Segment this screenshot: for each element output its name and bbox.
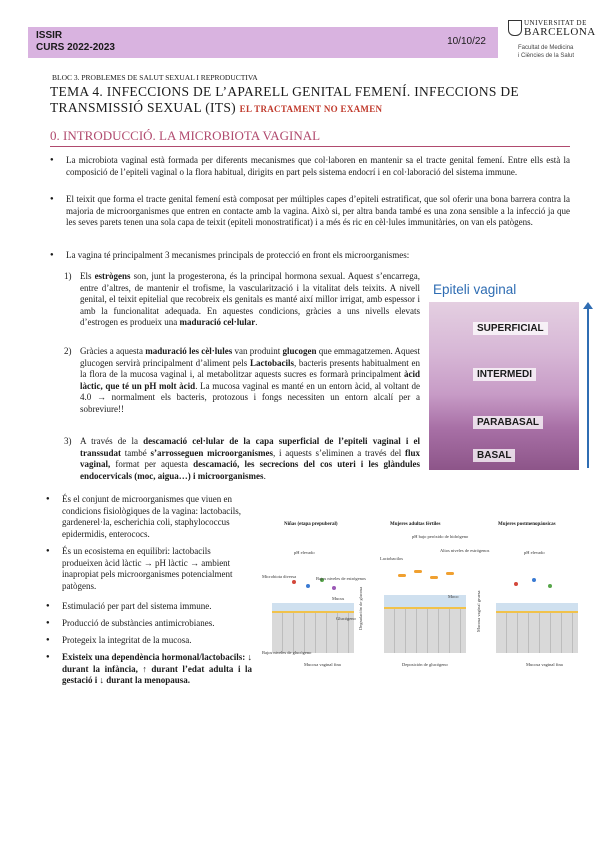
epithelial-cells	[496, 611, 578, 653]
logo-line1: UNIVERSITAT DE	[524, 19, 587, 27]
bacteria-icon	[548, 584, 552, 588]
m3-text-5: .	[263, 470, 266, 481]
mechanism-1-num: 1)	[64, 271, 72, 281]
panel-title-postmenopause: Mujeres postmenopáusicas	[498, 522, 556, 527]
bacteria-icon	[514, 582, 518, 586]
lower-bullet-2: ● És un ecosistema en equilibri: lactobacils produeixen àcid làctic → pH làctic → ambient inapropiat pels microorganismes potencialment patògens.	[62, 546, 252, 592]
m3-text-2: també	[121, 447, 151, 458]
m1-text-2: son, junt la progesterona, és la principal hormona sexual. Aquest s’encarrega, entre d’altres, de mantenir el trofisme, la vascularització i la vitalitat dels teixits. A nivell genital, el teixit epitelial que recobreix els genitals es manté així millor irrigat, amb espessor i amb la funcionalitat adequada. En aquestes condicions, gràcies a uns nivells elevats d’estrogen es produeix una	[80, 271, 420, 328]
m1-bold-2: maduració cel·lular	[179, 317, 256, 328]
section-title: 0. INTRODUCCIÓ. LA MICROBIOTA VAGINAL	[50, 128, 570, 147]
page-title	[50, 84, 568, 117]
mechanism-3-num: 3)	[64, 436, 72, 446]
panel-postmenopause	[486, 546, 582, 661]
label-lactobacilos: Lactobacilos	[380, 556, 403, 561]
lactobacillus-icon	[398, 574, 406, 577]
header-date: 10/10/22	[447, 36, 486, 47]
exam-note: EL TRACTAMENT NO EXAMEN	[239, 104, 383, 114]
m3-bold-2: s’arrosseguen microorganismes	[150, 447, 273, 458]
mechanism-2-num: 2)	[64, 346, 72, 356]
label-altos-estrogenos: Altos niveles de estrógenos	[440, 548, 490, 553]
crest-icon	[508, 20, 522, 36]
faculty-name	[518, 44, 574, 60]
mechanism-1	[64, 271, 420, 329]
label-bajos-glucogeno: Bajos niveles de glucógeno	[262, 650, 312, 655]
bacteria-icon	[532, 578, 536, 582]
header-bar	[28, 27, 498, 58]
course-year: CURS 2022-2023	[36, 42, 115, 53]
logo-line2: BARCELONA	[524, 26, 596, 38]
m2-bold-4: àcid làctic, que té un pH molt àcid	[80, 369, 420, 391]
panel-fertile	[374, 546, 470, 661]
panel-girls	[262, 546, 358, 661]
label-microbiota: Microbiota diversa	[262, 574, 297, 579]
label-degradacion: Degradación de glucosa	[358, 586, 363, 630]
university-logo	[508, 18, 596, 62]
layer-superficial: SUPERFICIAL	[473, 322, 548, 335]
layer-parabasal: PARABASAL	[473, 416, 543, 429]
label-ph-bajo: pH bajo peróxido de hidrógeno	[412, 534, 469, 539]
hormone-dependence-text: Existeix una dependència hormonal/lactobacils: ↓ durant la infància, ↑ durant l’edat adulta i la gestació i ↓ durant la menopausa.	[62, 652, 253, 686]
m2-bold-1: maduració les cèl·lules	[145, 346, 233, 356]
lower-bullet-6	[62, 652, 252, 687]
faculty-line2: i Ciències de la Salut	[518, 53, 575, 59]
layer-intermedi: INTERMEDI	[473, 368, 536, 381]
label-ph-elevado-1: pH elevado	[294, 550, 315, 555]
m2-bold-2: glucogen	[282, 346, 317, 356]
intro-bullet-3: ● La vagina té principalment 3 mecanismes principals de protecció en front els microorganismes:	[66, 250, 570, 262]
bacteria-icon	[306, 584, 310, 588]
lower-bullet-4: ● Producció de substàncies antimicrobianes.	[62, 618, 252, 630]
panel-title-fertile: Mujeres adultas fértiles	[390, 522, 441, 527]
m2-bold-3: Lactobacils	[249, 357, 294, 368]
title-line2: TRANSMISSIÓ SEXUAL (ITS)	[50, 100, 236, 115]
m3-bold-3: flux vaginal,	[80, 447, 420, 470]
m3-bold-4: descamació, les secrecions del cos uteri i les glàndules endocervicals (moc, aigua…) i microorganismes	[80, 459, 421, 481]
label-mucus: Mucus	[332, 596, 345, 601]
intro-bullet-1: ● La microbiota vaginal està formada per diferents mecanismes que col·laboren en mantenir sa el tracte genital femení. Entre ells està la composició de l’epiteli vaginal o la flora habitual, dirigits en part pels sistema endocrí i en col·laboració del sistema immune.	[66, 155, 570, 178]
mucus-layer	[272, 603, 354, 611]
mechanism-3	[64, 436, 421, 482]
epithelial-cells	[384, 607, 466, 653]
m3-text-4: format per aquesta	[110, 459, 194, 470]
lactobacillus-icon	[430, 576, 438, 579]
lower-bullet-3: ● Estimulació per part del sistema immune.	[62, 601, 252, 613]
m2-text-3: que emmagatzemen. Aquest glucogen servirà principalment d’aliment pels	[80, 346, 420, 368]
m2-text-5: . La mucosa vaginal es manté en un entorn àcid, al voltant de 4.0 → normalment els bacteris, protozous i fongs necessiten un entorn alcalí per a sobreviure!!	[80, 380, 420, 414]
m3-text-1: A través de la	[80, 436, 144, 446]
label-bajos-estrogenos: Bajos niveles de estrógenos	[316, 576, 366, 581]
m3-bold-1: descamació cel·lular de la capa superficial de l’epiteli vaginal i el transsudat	[80, 436, 421, 458]
m1-text-3: .	[255, 317, 258, 328]
title-line1: TEMA 4. INFECCIONS DE L’APARELL GENITAL FEMENÍ. INFECCIONS DE	[50, 84, 519, 99]
epithelium-title: Epiteli vaginal	[433, 282, 517, 297]
microbiota-life-stages-figure	[262, 522, 590, 672]
label-ph-elevado-2: pH elevado	[524, 550, 545, 555]
maturation-arrow-icon	[587, 308, 589, 468]
m1-text-1: Els	[80, 271, 95, 281]
layer-basal: BASAL	[473, 449, 515, 462]
intro-bullet-2: ● El teixit que forma el tracte genital femení està composat per múltiples capes d’epiteli estratificat, que sol oferir una bona barrera contra la majoria de microorganismes que entren en contacte amb la vagina. Això si, per altra banda també es una zona sensible a la infecció ja que les seves parets tenen una sola capa de teixit (epiteli monostratificat) i a més és ric en cèl·lules immunitàries, on van els patògens.	[66, 194, 570, 229]
mechanism-2	[64, 346, 420, 416]
m2-text-4: , bacteris presents habitualment en la flora de la mucosa vaginal i, al metabolitzar aquests sucres es formarà principalment	[80, 357, 420, 380]
panel-title-girls: Niñas (etapa prepuberal)	[284, 522, 338, 527]
label-deposicion: Deposición de glucógeno	[402, 662, 448, 667]
faculty-line1: Facultat de Medicina	[518, 45, 574, 51]
lactobacillus-icon	[414, 570, 422, 573]
lower-bullet-5: ● Protegeix la integritat de la mucosa.	[62, 635, 252, 647]
m2-text-2: van produint	[232, 346, 283, 356]
label-moco: Moco	[448, 594, 459, 599]
label-mucosa-gruesa: Mucosa vaginal gruesa	[476, 590, 481, 632]
label-mucosa-fina-1: Mucosa vaginal fina	[304, 662, 341, 667]
m2-text-1: Gràcies a aquesta	[80, 346, 146, 356]
lactobacillus-icon	[446, 572, 454, 575]
bacteria-icon	[332, 586, 336, 590]
m1-bold-1: estrògens	[94, 271, 131, 281]
bacteria-icon	[292, 580, 296, 584]
label-mucosa-fina-2: Mucosa vaginal fina	[526, 662, 563, 667]
label-glucogeno: Glucógeno	[336, 616, 356, 621]
vaginal-epithelium-figure	[429, 282, 594, 472]
org-name: ISSIR	[36, 30, 63, 41]
mucus-layer	[496, 603, 578, 611]
bloc-label: BLOC 3. PROBLEMES DE SALUT SEXUAL I REPRODUCTIVA	[52, 73, 258, 82]
lower-bullet-1: ● És el conjunt de microorganismes que viuen en condicions fisiològiques de la vagina: lactobacils, gardenerel·la, escherichia coli, staphylococcus epidermidis, enterococs.	[62, 494, 252, 540]
m3-text-3: , i aquests s’eliminen a través del	[272, 447, 405, 458]
header-course	[36, 30, 115, 54]
